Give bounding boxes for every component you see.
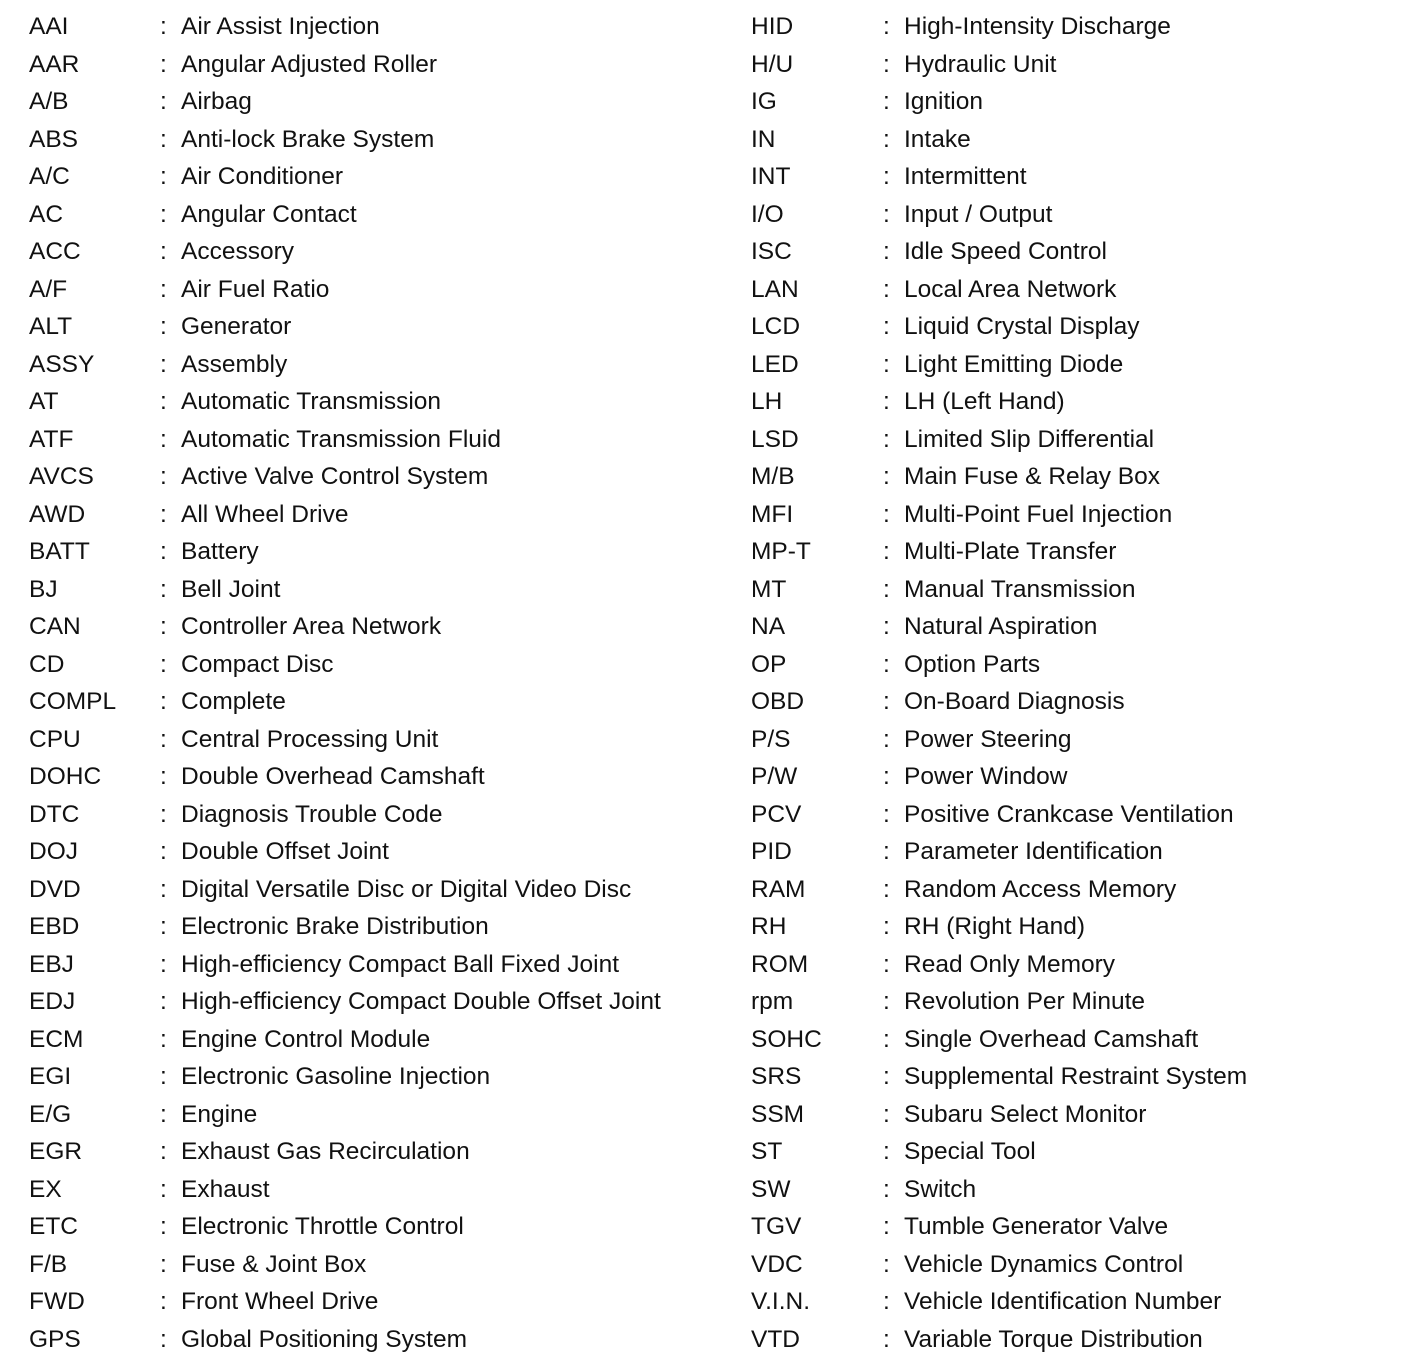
abbreviation-code: SW xyxy=(751,1175,791,1203)
abbreviation-row xyxy=(751,158,1391,196)
abbreviation-row xyxy=(29,46,719,84)
abbreviation-code: F/B xyxy=(29,1250,68,1278)
abbreviation-definition: Exhaust Gas Recirculation xyxy=(181,1138,470,1165)
abbreviation-row xyxy=(751,833,1391,871)
abbreviation-code: ST xyxy=(751,1138,783,1165)
abbreviation-definition: Central Processing Unit xyxy=(181,725,439,753)
abbreviation-row xyxy=(751,1096,1391,1134)
abbreviation-row xyxy=(751,308,1391,346)
separator-colon: : xyxy=(883,575,890,603)
abbreviation-code: ACC xyxy=(29,238,81,265)
abbreviation-code: LED xyxy=(751,350,799,378)
separator-colon: : xyxy=(883,913,890,940)
abbreviation-definition: All Wheel Drive xyxy=(181,500,349,528)
abbreviation-code: AAR xyxy=(29,50,80,78)
abbreviation-definition: Double Offset Joint xyxy=(181,838,389,865)
abbreviation-row xyxy=(751,796,1391,834)
separator-colon: : xyxy=(160,650,167,678)
abbreviation-definition: Hydraulic Unit xyxy=(904,50,1057,78)
abbreviation-row xyxy=(751,683,1391,721)
abbreviation-row xyxy=(751,1171,1391,1209)
abbreviation-code: EGI xyxy=(29,1063,72,1090)
abbreviation-code: H/U xyxy=(751,50,794,78)
abbreviation-row xyxy=(29,571,719,609)
abbreviation-code: BJ xyxy=(29,575,58,603)
abbreviation-definition: Intake xyxy=(904,125,971,153)
separator-colon: : xyxy=(160,313,167,340)
separator-colon: : xyxy=(160,763,167,790)
separator-colon: : xyxy=(883,425,890,453)
abbreviation-definition: Digital Versatile Disc or Digital Video Disc xyxy=(181,875,632,903)
abbreviation-row xyxy=(29,496,719,534)
abbreviation-definition: Parameter Identification xyxy=(904,838,1163,865)
abbreviation-code: A/B xyxy=(29,88,69,115)
abbreviation-definition: Double Overhead Camshaft xyxy=(181,763,485,790)
abbreviation-code: rpm xyxy=(751,988,794,1015)
separator-colon: : xyxy=(160,1175,167,1203)
abbreviation-row xyxy=(751,83,1391,121)
abbreviation-row xyxy=(29,121,719,159)
abbreviation-definition: Natural Aspiration xyxy=(904,613,1098,640)
abbreviation-definition: Variable Torque Distribution xyxy=(904,1325,1203,1353)
abbreviation-row xyxy=(29,1246,719,1284)
abbreviation-code: DTC xyxy=(29,800,80,828)
abbreviation-code: COMPL xyxy=(29,688,117,715)
abbreviation-code: GPS xyxy=(29,1325,81,1353)
separator-colon: : xyxy=(883,463,890,490)
abbreviation-code: SOHC xyxy=(751,1025,822,1053)
separator-colon: : xyxy=(160,125,167,153)
abbreviation-definition: High-efficiency Compact Ball Fixed Joint xyxy=(181,950,620,978)
abbreviation-definition: Switch xyxy=(904,1175,977,1203)
abbreviation-definition: Engine Control Module xyxy=(181,1025,431,1053)
separator-colon: : xyxy=(160,613,167,640)
separator-colon: : xyxy=(883,1138,890,1165)
abbreviation-row xyxy=(29,758,719,796)
abbreviation-row xyxy=(751,758,1391,796)
abbreviation-code: M/B xyxy=(751,463,795,490)
abbreviation-definition: Limited Slip Differential xyxy=(904,425,1155,453)
separator-colon: : xyxy=(883,650,890,678)
abbreviation-definition: Manual Transmission xyxy=(904,575,1136,603)
abbreviation-row xyxy=(29,271,719,309)
abbreviation-column-left xyxy=(29,8,719,1358)
abbreviation-row xyxy=(751,1246,1391,1284)
separator-colon: : xyxy=(160,388,167,415)
abbreviation-code: BATT xyxy=(29,538,90,565)
abbreviation-code: CD xyxy=(29,650,65,678)
abbreviation-row xyxy=(29,533,719,571)
abbreviation-definition: Ignition xyxy=(904,88,984,115)
abbreviation-definition: Generator xyxy=(181,313,292,340)
abbreviation-code: OP xyxy=(751,650,787,678)
abbreviation-row xyxy=(751,946,1391,984)
abbreviation-code: PID xyxy=(751,838,792,865)
separator-colon: : xyxy=(160,275,167,303)
abbreviation-definition: High-efficiency Compact Double Offset Joint xyxy=(181,988,661,1015)
abbreviation-row xyxy=(29,421,719,459)
abbreviation-definition: Battery xyxy=(181,538,259,565)
abbreviation-row xyxy=(751,533,1391,571)
separator-colon: : xyxy=(160,1063,167,1090)
abbreviation-row xyxy=(29,1283,719,1321)
abbreviation-code: V.I.N. xyxy=(751,1288,811,1315)
separator-colon: : xyxy=(883,163,890,190)
separator-colon: : xyxy=(160,575,167,603)
abbreviation-definition: Airbag xyxy=(181,88,252,115)
abbreviation-code: AC xyxy=(29,200,64,228)
abbreviation-definition: Intermittent xyxy=(904,163,1027,190)
abbreviation-definition: Global Positioning System xyxy=(181,1325,467,1353)
separator-colon: : xyxy=(160,425,167,453)
abbreviation-code: LSD xyxy=(751,425,799,453)
separator-colon: : xyxy=(160,463,167,490)
abbreviation-row xyxy=(751,8,1391,46)
abbreviation-definition: Revolution Per Minute xyxy=(904,988,1146,1015)
separator-colon: : xyxy=(883,725,890,753)
abbreviation-code: ROM xyxy=(751,950,809,978)
abbreviation-row xyxy=(29,346,719,384)
abbreviation-row xyxy=(751,383,1391,421)
separator-colon: : xyxy=(883,1213,890,1240)
abbreviation-row xyxy=(751,1208,1391,1246)
separator-colon: : xyxy=(160,200,167,228)
abbreviation-definition: Active Valve Control System xyxy=(181,463,489,490)
abbreviation-definition: Accessory xyxy=(181,238,295,265)
abbreviation-row xyxy=(29,196,719,234)
abbreviation-code: EGR xyxy=(29,1138,83,1165)
separator-colon: : xyxy=(883,800,890,828)
abbreviation-code: EDJ xyxy=(29,988,76,1015)
abbreviation-row xyxy=(751,233,1391,271)
abbreviation-code: MP-T xyxy=(751,538,811,565)
abbreviation-row xyxy=(751,46,1391,84)
abbreviation-row xyxy=(29,871,719,909)
abbreviation-code: FWD xyxy=(29,1288,85,1315)
abbreviation-row xyxy=(29,1321,719,1359)
separator-colon: : xyxy=(883,538,890,565)
separator-colon: : xyxy=(160,88,167,115)
abbreviation-code: ASSY xyxy=(29,350,95,378)
abbreviation-definition: Random Access Memory xyxy=(904,875,1177,903)
separator-colon: : xyxy=(160,350,167,378)
abbreviation-code: MT xyxy=(751,575,787,603)
separator-colon: : xyxy=(883,1250,890,1278)
abbreviation-definition: Idle Speed Control xyxy=(904,238,1107,265)
abbreviation-definition: On-Board Diagnosis xyxy=(904,688,1125,715)
abbreviation-row xyxy=(751,571,1391,609)
abbreviation-definition: Positive Crankcase Ventilation xyxy=(904,800,1234,828)
abbreviation-definition: RH (Right Hand) xyxy=(904,913,1086,940)
abbreviation-definition: Special Tool xyxy=(904,1138,1036,1165)
abbreviation-code: MFI xyxy=(751,500,794,528)
abbreviation-code: RAM xyxy=(751,875,806,903)
separator-colon: : xyxy=(883,988,890,1015)
separator-colon: : xyxy=(160,988,167,1015)
abbreviation-code: LH xyxy=(751,388,783,415)
abbreviation-code: EX xyxy=(29,1175,62,1203)
separator-colon: : xyxy=(160,163,167,190)
abbreviation-row xyxy=(751,1021,1391,1059)
separator-colon: : xyxy=(160,1025,167,1053)
abbreviation-row xyxy=(29,1096,719,1134)
separator-colon: : xyxy=(160,800,167,828)
abbreviation-row xyxy=(29,1133,719,1171)
separator-colon: : xyxy=(160,1325,167,1353)
abbreviation-code: CAN xyxy=(29,613,81,640)
abbreviation-row xyxy=(29,1208,719,1246)
abbreviation-definition: Engine xyxy=(181,1100,258,1128)
abbreviation-definition: Controller Area Network xyxy=(181,613,442,640)
abbreviation-row xyxy=(29,721,719,759)
separator-colon: : xyxy=(160,238,167,265)
abbreviation-definition: Tumble Generator Valve xyxy=(904,1213,1169,1240)
abbreviation-row xyxy=(751,421,1391,459)
abbreviation-row xyxy=(29,908,719,946)
abbreviation-code: AT xyxy=(29,388,59,415)
abbreviation-code: ATF xyxy=(29,425,74,453)
abbreviation-code: EBJ xyxy=(29,950,74,978)
abbreviation-definition: Single Overhead Camshaft xyxy=(904,1025,1199,1053)
separator-colon: : xyxy=(883,88,890,115)
abbreviation-row xyxy=(751,196,1391,234)
abbreviation-row xyxy=(29,8,719,46)
abbreviation-definition: Light Emitting Diode xyxy=(904,350,1124,378)
abbreviation-code: HID xyxy=(751,13,794,40)
separator-colon: : xyxy=(160,538,167,565)
abbreviation-row xyxy=(751,496,1391,534)
abbreviation-row xyxy=(751,983,1391,1021)
abbreviation-code: CPU xyxy=(29,725,81,753)
abbreviation-code: AVCS xyxy=(29,463,94,490)
abbreviation-code: RH xyxy=(751,913,787,940)
separator-colon: : xyxy=(883,1175,890,1203)
separator-colon: : xyxy=(160,950,167,978)
abbreviation-row xyxy=(29,608,719,646)
abbreviation-code: TGV xyxy=(751,1213,802,1240)
abbreviation-code: A/F xyxy=(29,275,68,303)
abbreviation-row xyxy=(751,346,1391,384)
abbreviation-code: ABS xyxy=(29,125,79,153)
abbreviation-code: AWD xyxy=(29,500,86,528)
separator-colon: : xyxy=(883,950,890,978)
abbreviation-code: E/G xyxy=(29,1100,72,1128)
separator-colon: : xyxy=(883,763,890,790)
separator-colon: : xyxy=(160,1213,167,1240)
abbreviation-row xyxy=(751,608,1391,646)
separator-colon: : xyxy=(160,725,167,753)
abbreviation-definition: Fuse & Joint Box xyxy=(181,1250,367,1278)
separator-colon: : xyxy=(160,1288,167,1315)
abbreviation-row xyxy=(29,683,719,721)
separator-colon: : xyxy=(160,838,167,865)
abbreviation-code: VDC xyxy=(751,1250,803,1278)
abbreviation-code: VTD xyxy=(751,1325,800,1353)
separator-colon: : xyxy=(160,1250,167,1278)
abbreviation-row xyxy=(751,646,1391,684)
abbreviation-row xyxy=(751,1133,1391,1171)
separator-colon: : xyxy=(160,688,167,715)
abbreviation-code: IG xyxy=(751,88,777,115)
separator-colon: : xyxy=(883,50,890,78)
abbreviation-definition: Local Area Network xyxy=(904,275,1117,303)
separator-colon: : xyxy=(883,388,890,415)
abbreviation-definition: Complete xyxy=(181,688,286,715)
abbreviation-definition: Automatic Transmission xyxy=(181,388,442,415)
abbreviation-code: NA xyxy=(751,613,786,640)
abbreviation-definition: Angular Adjusted Roller xyxy=(181,50,438,78)
abbreviation-definition: Electronic Gasoline Injection xyxy=(181,1063,491,1090)
abbreviation-code: SRS xyxy=(751,1063,802,1090)
abbreviation-row xyxy=(29,1058,719,1096)
abbreviation-definition: Front Wheel Drive xyxy=(181,1288,379,1315)
separator-colon: : xyxy=(160,13,167,40)
abbreviation-row xyxy=(751,121,1391,159)
separator-colon: : xyxy=(160,1138,167,1165)
abbreviation-code: DOJ xyxy=(29,838,78,865)
abbreviation-code: ISC xyxy=(751,238,792,265)
abbreviation-definition: Air Assist Injection xyxy=(181,13,380,40)
abbreviation-definition: Power Steering xyxy=(904,725,1072,753)
abbreviation-definition: Input / Output xyxy=(904,200,1053,228)
abbreviation-row xyxy=(751,721,1391,759)
abbreviation-definition: Electronic Brake Distribution xyxy=(181,913,489,940)
abbreviation-code: SSM xyxy=(751,1100,805,1128)
separator-colon: : xyxy=(883,13,890,40)
abbreviation-definition: Supplemental Restraint System xyxy=(904,1063,1248,1090)
separator-colon: : xyxy=(883,838,890,865)
separator-colon: : xyxy=(883,200,890,228)
abbreviation-code: EBD xyxy=(29,913,80,940)
abbreviation-definition: Vehicle Dynamics Control xyxy=(904,1250,1184,1278)
abbreviation-row xyxy=(751,1321,1391,1359)
abbreviation-row xyxy=(29,983,719,1021)
abbreviation-definition: Compact Disc xyxy=(181,650,334,678)
abbreviation-definition: Main Fuse & Relay Box xyxy=(904,463,1160,490)
abbreviation-definition: Subaru Select Monitor xyxy=(904,1100,1147,1128)
separator-colon: : xyxy=(883,1288,890,1315)
abbreviation-row xyxy=(751,271,1391,309)
abbreviation-row xyxy=(751,908,1391,946)
separator-colon: : xyxy=(160,500,167,528)
abbreviation-row xyxy=(29,83,719,121)
abbreviation-row xyxy=(29,158,719,196)
separator-colon: : xyxy=(883,688,890,715)
separator-colon: : xyxy=(883,1025,890,1053)
abbreviation-definition: Option Parts xyxy=(904,650,1041,678)
abbreviation-row xyxy=(751,458,1391,496)
abbreviation-row xyxy=(29,1171,719,1209)
abbreviation-code: ALT xyxy=(29,313,73,340)
abbreviation-definition: Electronic Throttle Control xyxy=(181,1213,464,1240)
abbreviation-definition: Power Window xyxy=(904,763,1068,790)
separator-colon: : xyxy=(883,500,890,528)
abbreviation-definition: Exhaust xyxy=(181,1175,270,1203)
abbreviation-row xyxy=(751,1283,1391,1321)
abbreviation-definition: Multi-Point Fuel Injection xyxy=(904,500,1173,528)
abbreviation-row xyxy=(29,383,719,421)
abbreviation-definition: High-Intensity Discharge xyxy=(904,13,1171,40)
separator-colon: : xyxy=(160,913,167,940)
abbreviation-code: INT xyxy=(751,163,791,190)
abbreviation-code: DVD xyxy=(29,875,81,903)
abbreviation-code: P/S xyxy=(751,725,791,753)
separator-colon: : xyxy=(160,1100,167,1128)
abbreviation-row xyxy=(29,233,719,271)
separator-colon: : xyxy=(883,1100,890,1128)
abbreviation-code: DOHC xyxy=(29,763,102,790)
abbreviation-definition: Air Fuel Ratio xyxy=(181,275,330,303)
abbreviation-definition: Multi-Plate Transfer xyxy=(904,538,1117,565)
separator-colon: : xyxy=(160,50,167,78)
abbreviation-definition: Assembly xyxy=(181,350,288,378)
abbreviation-definition: Diagnosis Trouble Code xyxy=(181,800,443,828)
abbreviation-code: IN xyxy=(751,125,776,153)
abbreviation-definition: Vehicle Identification Number xyxy=(904,1288,1222,1315)
abbreviation-definition: Angular Contact xyxy=(181,200,357,228)
separator-colon: : xyxy=(883,613,890,640)
abbreviation-definition: Air Conditioner xyxy=(181,163,344,190)
abbreviation-column-right xyxy=(751,8,1391,1358)
abbreviation-row xyxy=(29,946,719,984)
separator-colon: : xyxy=(883,350,890,378)
abbreviation-code: A/C xyxy=(29,163,70,190)
abbreviation-definition: Anti-lock Brake System xyxy=(181,125,435,153)
abbreviation-definition: Liquid Crystal Display xyxy=(904,313,1140,340)
abbreviation-definition: Read Only Memory xyxy=(904,950,1116,978)
abbreviation-code: OBD xyxy=(751,688,805,715)
abbreviation-row xyxy=(29,796,719,834)
abbreviation-row xyxy=(29,646,719,684)
abbreviation-code: P/W xyxy=(751,763,798,790)
abbreviation-definition: Automatic Transmission Fluid xyxy=(181,425,501,453)
abbreviation-row xyxy=(751,1058,1391,1096)
abbreviation-definition: LH (Left Hand) xyxy=(904,388,1065,415)
separator-colon: : xyxy=(883,125,890,153)
separator-colon: : xyxy=(883,313,890,340)
abbreviation-code: I/O xyxy=(751,200,784,228)
abbreviation-row xyxy=(29,308,719,346)
abbreviation-code: ETC xyxy=(29,1213,78,1240)
abbreviation-row xyxy=(751,871,1391,909)
abbreviation-row xyxy=(29,458,719,496)
separator-colon: : xyxy=(883,1063,890,1090)
separator-colon: : xyxy=(883,875,890,903)
abbreviation-code: ECM xyxy=(29,1025,84,1053)
abbreviation-code: PCV xyxy=(751,800,802,828)
separator-colon: : xyxy=(883,275,890,303)
abbreviation-code: LCD xyxy=(751,313,801,340)
abbreviation-code: LAN xyxy=(751,275,799,303)
separator-colon: : xyxy=(160,875,167,903)
abbreviation-row xyxy=(29,833,719,871)
separator-colon: : xyxy=(883,1325,890,1353)
separator-colon: : xyxy=(883,238,890,265)
abbreviation-code: AAI xyxy=(29,13,69,40)
abbreviation-row xyxy=(29,1021,719,1059)
abbreviation-definition: Bell Joint xyxy=(181,575,281,603)
